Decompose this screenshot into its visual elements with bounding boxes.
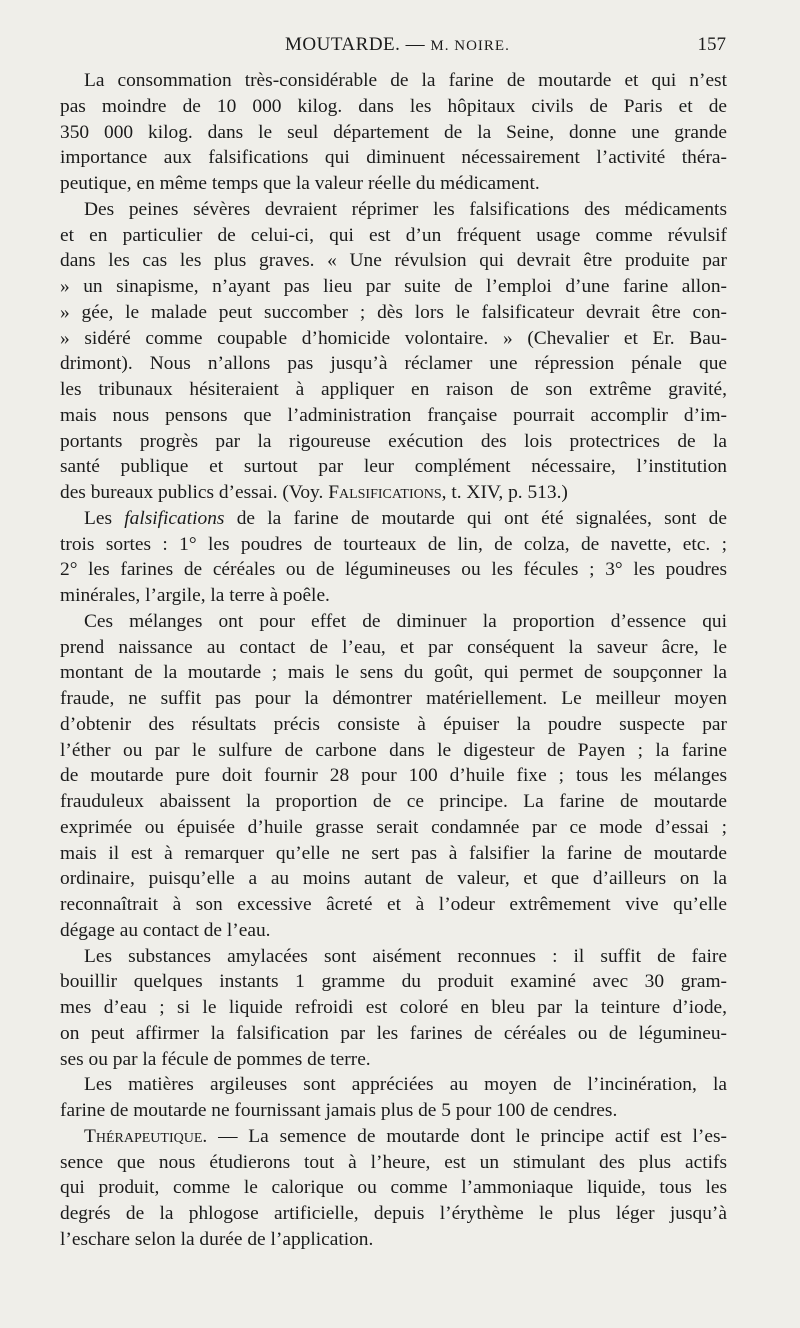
text-line: bouillir quelques instants 1 gramme du produit examiné avec 30 gram-	[60, 971, 727, 993]
text-line: et en particulier de celui-ci, qui est d’un fréquent usage comme révulsif	[60, 224, 727, 246]
text-line: pas moindre de 10 000 kilog. dans les hôpitaux civils de Paris et de	[60, 95, 727, 117]
text-line	[60, 480, 727, 506]
text-line: santé publique et surtout par leur complément nécessaire, l’institution	[60, 456, 727, 478]
running-title-author: M. NOIRE.	[430, 38, 510, 54]
paragraph-mixtures	[60, 609, 727, 944]
text-line: mais il est à remarquer qu’elle ne sert pas à falsifier la farine de moutarde	[60, 842, 727, 864]
paragraph-falsification-types	[60, 506, 727, 609]
text-line: frauduleux abaissent la proportion de ce principe. La farine de moutarde	[60, 791, 727, 812]
running-title-main: MOUTARDE. —	[285, 34, 431, 55]
text-line	[60, 1124, 727, 1150]
text-line: portants progrès par la rigoureuse exécution des lois protectrices de la	[60, 430, 727, 452]
text-line: » gée, le malade peut succomber ; dès lors le falsificateur devrait être con-	[60, 301, 727, 323]
paragraph-consumption	[60, 68, 727, 197]
text-line: dans les cas les plus graves. « Une révulsion qui devrait être produite par	[60, 250, 727, 272]
text-line: exprimée ou épuisée d’huile grasse serait condamnée par ce mode d’essai ;	[60, 816, 727, 838]
text-line	[60, 506, 727, 532]
text-line: ordinaire, puisqu’elle a au moins autant de valeur, et que d’ailleurs on la	[60, 868, 727, 890]
running-title	[285, 34, 510, 56]
text-line: ses ou par la fécule de pommes de terre.	[60, 1048, 371, 1070]
page-number: 157	[697, 34, 726, 55]
text-line: importance aux falsifications qui diminuent nécessairement l’activité théra-	[60, 147, 727, 169]
text-line: Les substances amylacées sont aisément reconnues : il suffit de faire	[84, 945, 727, 967]
text-line: degrés de la phlogose artificielle, depuis l’érythème le plus léger jusqu’à	[60, 1203, 727, 1224]
text-line: reconnaîtrait à son excessive âcreté et à l’odeur extrêmement vive qu’elle	[60, 894, 727, 915]
text-line: prend naissance au contact de l’eau, et par conséquent la saveur âcre, le	[60, 636, 727, 658]
text-line: Les matières argileuses sont appréciées au moyen de l’incinération, la	[84, 1074, 727, 1096]
text-line: minérales, l’argile, la terre à poêle.	[60, 585, 330, 606]
italic-term: falsifications	[124, 507, 225, 529]
text-line: d’obtenir des résultats précis consiste à épuiser la poudre suspecte par	[60, 713, 727, 735]
paragraph-clay-test	[60, 1072, 727, 1124]
text-segment: des bureaux publics d’essai. (Voy.	[60, 482, 329, 503]
text-line: dégage au contact de l’eau.	[60, 919, 271, 941]
text-line: l’eschare selon la durée de l’application.	[60, 1228, 374, 1250]
text-line: La consommation très-considérable de la farine de moutarde et qui n’est	[84, 70, 727, 91]
text-line: fraude, ne suffit pas pour la démontrer matériellement. Le meilleur moyen	[60, 688, 727, 709]
text-segment: de la farine de moutarde qui ont été signalées, sont de	[224, 507, 727, 529]
text-line: farine de moutarde ne fournissant jamais plus de 5 pour 100 de cendres.	[60, 1100, 618, 1121]
text-line: on peut affirmer la falsification par les farines de céréales ou de légumineu-	[60, 1022, 727, 1044]
text-line: peutique, en même temps que la valeur réelle du médicament.	[60, 173, 540, 194]
text-line: qui produit, comme le calorique ou comme l’ammoniaque liquide, tous les	[60, 1177, 727, 1199]
text-segment: , t. XIV, p. 513.)	[441, 482, 568, 503]
cross-reference: Falsifications	[328, 482, 442, 503]
text-line: l’éther ou par le sulfure de carbone dans le digesteur de Payen ; la farine	[60, 739, 727, 761]
text-segment: Les	[84, 507, 125, 529]
text-segment: . — La semence de moutarde dont le principe actif est l’es-	[202, 1125, 727, 1147]
text-line: trois sortes : 1° les poudres de tourteaux de lin, de colza, de navette, etc. ;	[60, 533, 727, 555]
text-line: de moutarde pure doit fournir 28 pour 100 d’huile fixe ; tous les mélanges	[60, 765, 727, 787]
text-line: Ces mélanges ont pour effet de diminuer la proportion d’essence qui	[84, 610, 727, 632]
paragraph-penalties	[60, 197, 727, 506]
text-line: » un sinapisme, n’ayant pas lieu par suite de l’emploi d’une farine allon-	[60, 276, 727, 297]
text-line: mes d’eau ; si le liquide refroidi est coloré en bleu par la teinture d’iode,	[60, 997, 727, 1018]
section-heading: Thérapeutique	[84, 1125, 203, 1147]
text-line: drimont). Nous n’allons pas jusqu’à réclamer une répression pénale que	[60, 353, 727, 375]
text-line: les tribunaux hésiteraient à appliquer en raison de son extrême gravité,	[60, 379, 727, 400]
text-line: sence que nous étudierons tout à l’heure, est un stimulant des plus actifs	[60, 1151, 727, 1173]
text-line: 2° les farines de céréales ou de légumineuses ou les fécules ; 3° les poudres	[60, 559, 727, 581]
running-header	[60, 34, 730, 64]
body-text	[60, 68, 727, 1253]
text-line: Des peines sévères devraient réprimer les falsifications des médicaments	[84, 198, 727, 220]
paragraph-starch-test	[60, 944, 727, 1073]
text-line: » sidéré comme coupable d’homicide volontaire. » (Chevalier et Er. Bau-	[60, 327, 727, 349]
text-line: montant de la moutarde ; mais le sens du goût, qui permet de soupçonner la	[60, 662, 727, 684]
text-line: 350 000 kilog. dans le seul département de la Seine, donne une grande	[60, 121, 727, 143]
text-line: mais nous pensons que l’administration française pourrait accomplir d’im-	[60, 404, 727, 426]
paragraph-therapeutics	[60, 1124, 727, 1253]
